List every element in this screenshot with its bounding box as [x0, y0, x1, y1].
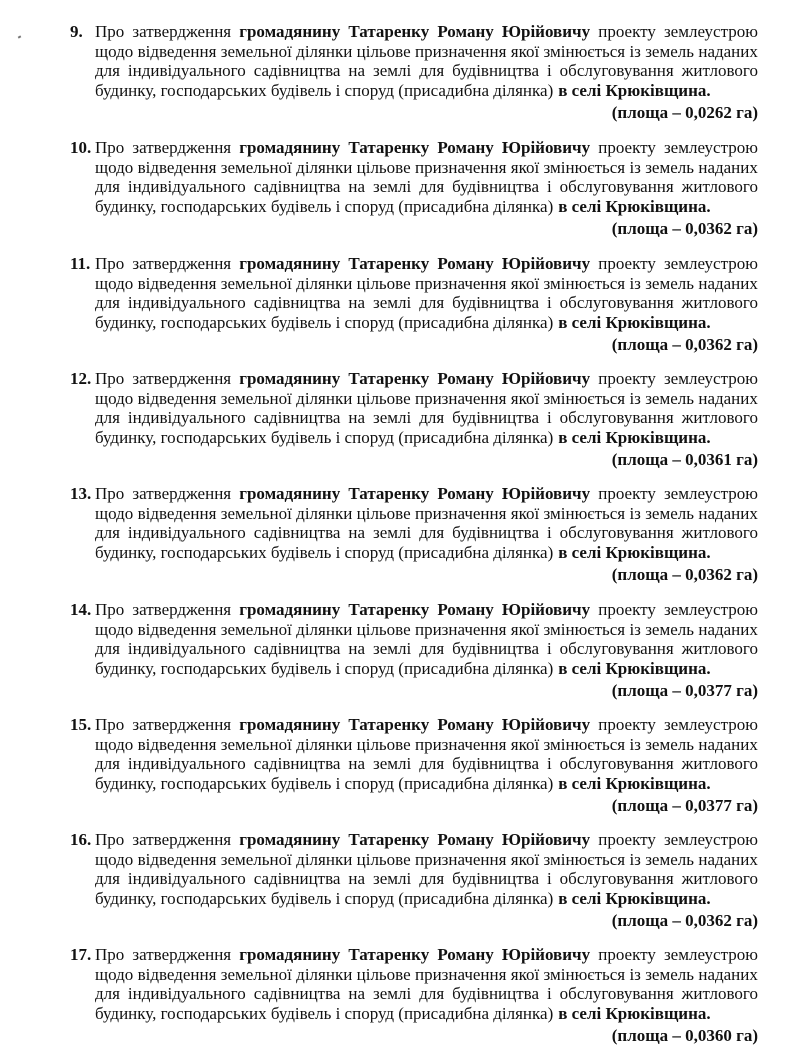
item-text-line: щодо відведення земельної ділянки цільове призначення якої змінюється із земель наданих	[95, 41, 758, 61]
plot-area: (площа – 0,0362 га)	[611, 565, 758, 584]
item-text-line: для індивідуального садівництва на землі для будівництва і обслуговування житлового	[95, 639, 758, 658]
item-number: 10.	[70, 138, 92, 157]
item-text-line: будинку, господарських будівель і споруд (присадибна ділянка) в селі Крюківщина.	[95, 1003, 711, 1023]
item-text-line: щодо відведення земельної ділянки цільове призначення якої змінюється із земель наданих	[95, 849, 758, 869]
item-text-line: для індивідуального садівництва на землі для будівництва і обслуговування житлового	[95, 869, 758, 888]
village-name: в селі Крюківщина.	[558, 888, 711, 908]
item-number: 17.	[70, 945, 92, 964]
item-number: 15.	[70, 715, 92, 734]
item-text-line: будинку, господарських будівель і споруд (присадибна ділянка) в селі Крюківщина.	[95, 542, 711, 562]
decision-item: 11. Про затвердження громадянину Татаренку Роману Юрійовичу проекту землеустрою щодо відведення земельної ділянки цільове призначення якої змінюється із земель наданих для індивідуального садівництва на землі для будівництва і обслуговування житлового будинку, господарських будівель і споруд (присадибна ділянка) в селі Крюківщина. (площа – 0,0362 га)	[70, 254, 758, 354]
village-name: в селі Крюківщина.	[558, 1003, 711, 1023]
item-text-line: для індивідуального садівництва на землі для будівництва і обслуговування житлового	[95, 754, 758, 773]
item-text-line: для індивідуального садівництва на землі для будівництва і обслуговування житлового	[95, 177, 758, 196]
village-name: в селі Крюківщина.	[558, 773, 711, 793]
item-text-line: для індивідуального садівництва на землі для будівництва і обслуговування житлового	[95, 984, 758, 1003]
decision-item: 10. Про затвердження громадянину Татаренку Роману Юрійовичу проекту землеустрою щодо відведення земельної ділянки цільове призначення якої змінюється із земель наданих для індивідуального садівництва на землі для будівництва і обслуговування житлового будинку, господарських будівель і споруд (присадибна ділянка) в селі Крюківщина. (площа – 0,0362 га)	[70, 138, 758, 238]
plot-area: (площа – 0,0362 га)	[611, 219, 758, 238]
decision-item: 14. Про затвердження громадянину Татаренку Роману Юрійовичу проекту землеустрою щодо відведення земельної ділянки цільове призначення якої змінюється із земель наданих для індивідуального садівництва на землі для будівництва і обслуговування житлового будинку, господарських будівель і споруд (присадибна ділянка) в селі Крюківщина. (площа – 0,0377 га)	[70, 600, 758, 700]
item-text-line: будинку, господарських будівель і споруд (присадибна ділянка) в селі Крюківщина.	[95, 427, 711, 447]
item-number: 11.	[70, 254, 91, 273]
decision-item: 13. Про затвердження громадянину Татаренку Роману Юрійовичу проекту землеустрою щодо відведення земельної ділянки цільове призначення якої змінюється із земель наданих для індивідуального садівництва на землі для будівництва і обслуговування житлового будинку, господарських будівель і споруд (присадибна ділянка) в селі Крюківщина. (площа – 0,0362 га)	[70, 484, 758, 584]
item-text-line: будинку, господарських будівель і споруд (присадибна ділянка) в селі Крюківщина.	[95, 80, 711, 100]
item-text-line: будинку, господарських будівель і споруд (присадибна ділянка) в селі Крюківщина.	[95, 773, 711, 793]
decision-item: 17. Про затвердження громадянину Татаренку Роману Юрійовичу проекту землеустрою щодо відведення земельної ділянки цільове призначення якої змінюється із земель наданих для індивідуального садівництва на землі для будівництва і обслуговування житлового будинку, господарських будівель і споруд (присадибна ділянка) в селі Крюківщина. (площа – 0,0360 га)	[70, 945, 758, 1045]
decision-item: 9. Про затвердження громадянину Татаренку Роману Юрійовичу проекту землеустрою щодо відведення земельної ділянки цільове призначення якої змінюється із земель наданих для індивідуального садівництва на землі для будівництва і обслуговування житлового будинку, господарських будівель і споруд (присадибна ділянка) в селі Крюківщина. (площа – 0,0262 га)	[70, 22, 758, 122]
item-text-line: щодо відведення земельної ділянки цільове призначення якої змінюється із земель наданих	[95, 503, 758, 523]
village-name: в селі Крюківщина.	[558, 312, 711, 332]
item-number: 9.	[70, 22, 83, 41]
plot-area: (площа – 0,0377 га)	[611, 796, 758, 815]
decision-item: 12. Про затвердження громадянину Татаренку Роману Юрійовичу проекту землеустрою щодо відведення земельної ділянки цільове призначення якої змінюється із земель наданих для індивідуального садівництва на землі для будівництва і обслуговування житлового будинку, господарських будівель і споруд (присадибна ділянка) в селі Крюківщина. (площа – 0,0361 га)	[70, 369, 758, 469]
item-text-line: щодо відведення земельної ділянки цільове призначення якої змінюється із земель наданих	[95, 619, 758, 639]
item-text-line: щодо відведення земельної ділянки цільове призначення якої змінюється із земель наданих	[95, 157, 758, 177]
item-text-line: для індивідуального садівництва на землі для будівництва і обслуговування житлового	[95, 523, 758, 542]
item-text-line: щодо відведення земельної ділянки цільове призначення якої змінюється із земель наданих	[95, 734, 758, 754]
item-number: 12.	[70, 369, 92, 388]
plot-area: (площа – 0,0362 га)	[611, 335, 758, 354]
decision-item: 15. Про затвердження громадянину Татаренку Роману Юрійовичу проекту землеустрою щодо відведення земельної ділянки цільове призначення якої змінюється із земель наданих для індивідуального садівництва на землі для будівництва і обслуговування житлового будинку, господарських будівель і споруд (присадибна ділянка) в селі Крюківщина. (площа – 0,0377 га)	[70, 715, 758, 815]
village-name: в селі Крюківщина.	[558, 80, 711, 100]
item-text-line: для індивідуального садівництва на землі для будівництва і обслуговування житлового	[95, 293, 758, 312]
plot-area: (площа – 0,0262 га)	[611, 103, 758, 122]
plot-area: (площа – 0,0361 га)	[611, 450, 758, 469]
item-text-line: щодо відведення земельної ділянки цільове призначення якої змінюється із земель наданих	[95, 388, 758, 408]
scan-mark	[18, 35, 22, 38]
plot-area: (площа – 0,0360 га)	[611, 1026, 758, 1045]
village-name: в селі Крюківщина.	[558, 658, 711, 678]
item-number: 16.	[70, 830, 92, 849]
item-text-line: будинку, господарських будівель і споруд (присадибна ділянка) в селі Крюківщина.	[95, 658, 711, 678]
item-text-line: для індивідуального садівництва на землі для будівництва і обслуговування житлового	[95, 61, 758, 80]
village-name: в селі Крюківщина.	[558, 542, 711, 562]
item-text-line: будинку, господарських будівель і споруд (присадибна ділянка) в селі Крюківщина.	[95, 196, 711, 216]
item-text-line: для індивідуального садівництва на землі для будівництва і обслуговування житлового	[95, 408, 758, 427]
decision-item: 16. Про затвердження громадянину Татаренку Роману Юрійовичу проекту землеустрою щодо відведення земельної ділянки цільове призначення якої змінюється із земель наданих для індивідуального садівництва на землі для будівництва і обслуговування житлового будинку, господарських будівель і споруд (присадибна ділянка) в селі Крюківщина. (площа – 0,0362 га)	[70, 830, 758, 930]
plot-area: (площа – 0,0362 га)	[611, 911, 758, 930]
village-name: в селі Крюківщина.	[558, 427, 711, 447]
item-text-line: щодо відведення земельної ділянки цільове призначення якої змінюється із земель наданих	[95, 273, 758, 293]
village-name: в селі Крюківщина.	[558, 196, 711, 216]
item-number: 14.	[70, 600, 92, 619]
item-text-line: будинку, господарських будівель і споруд (присадибна ділянка) в селі Крюківщина.	[95, 312, 711, 332]
item-text-line: щодо відведення земельної ділянки цільове призначення якої змінюється із земель наданих	[95, 964, 758, 984]
plot-area: (площа – 0,0377 га)	[611, 681, 758, 700]
item-text-line: будинку, господарських будівель і споруд (присадибна ділянка) в селі Крюківщина.	[95, 888, 711, 908]
item-number: 13.	[70, 484, 92, 503]
